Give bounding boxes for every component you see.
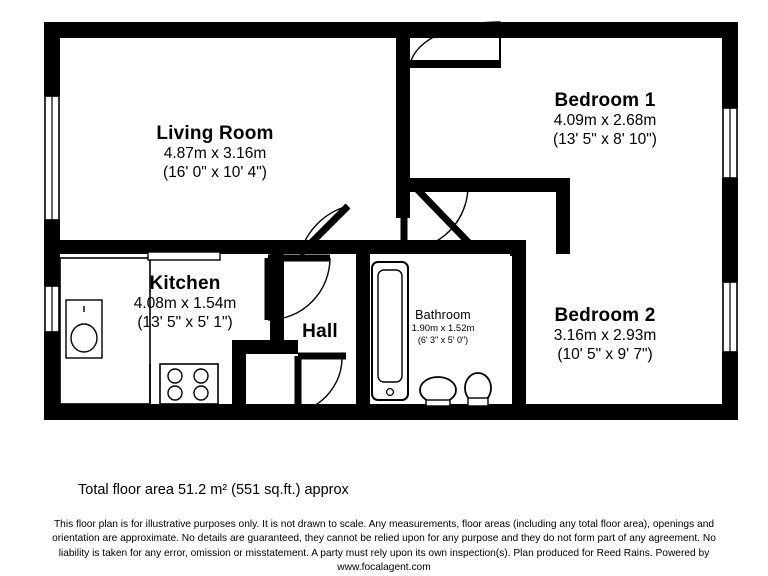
room-name: Living Room: [156, 123, 274, 144]
room-metric: 1.90m x 1.52m: [411, 323, 475, 335]
disclaimer-website: www.focalagent.com: [337, 562, 431, 574]
disclaimer-line: This floor plan is for illustrative purposes only. It is not drawn to scale. Any measurements, floor areas (including any total floor area), openings and: [53, 519, 715, 530]
room-label-bedroom-1: [480, 89, 730, 150]
disclaimer: [0, 518, 768, 576]
total-floor-area: Total floor area 51.2 m² (551 sq.ft.) approx: [78, 482, 349, 498]
disclaimer-line: orientation are approximate. No details are guaranteed, they cannot be relied upon for any purpose and they do not form part of any agreement. No: [52, 533, 716, 545]
room-name: Kitchen: [149, 273, 221, 294]
room-imperial: (13' 5" x 8' 10"): [553, 131, 657, 149]
room-imperial: (16' 0" x 10' 4"): [163, 164, 267, 182]
room-label-bedroom-2: [480, 304, 730, 365]
room-label-hall: [275, 320, 365, 343]
room-metric: 4.87m x 3.16m: [163, 145, 267, 163]
room-metric: 3.16m x 2.93m: [553, 327, 657, 345]
room-label-living-room: [90, 122, 340, 183]
disclaimer-line: liability is taken for any error, omission or misstatement. A party must rely upon its own inspection(s). Plan produced for Reed Rains. Powered by: [58, 547, 710, 559]
room-name: Bedroom 1: [554, 90, 656, 111]
room-name: Bathroom: [415, 308, 471, 322]
room-imperial: (10' 5" x 9' 7"): [557, 346, 653, 364]
room-metric: 4.09m x 2.68m: [553, 112, 657, 130]
room-name: Bedroom 2: [554, 305, 656, 326]
room-metric: 4.08m x 1.54m: [133, 295, 237, 313]
room-label-kitchen: [70, 272, 300, 333]
room-imperial: (6' 3" x 5' 0"): [417, 334, 469, 345]
room-name: Hall: [302, 321, 338, 342]
room-imperial: (13' 5" x 5' 1"): [137, 314, 233, 332]
